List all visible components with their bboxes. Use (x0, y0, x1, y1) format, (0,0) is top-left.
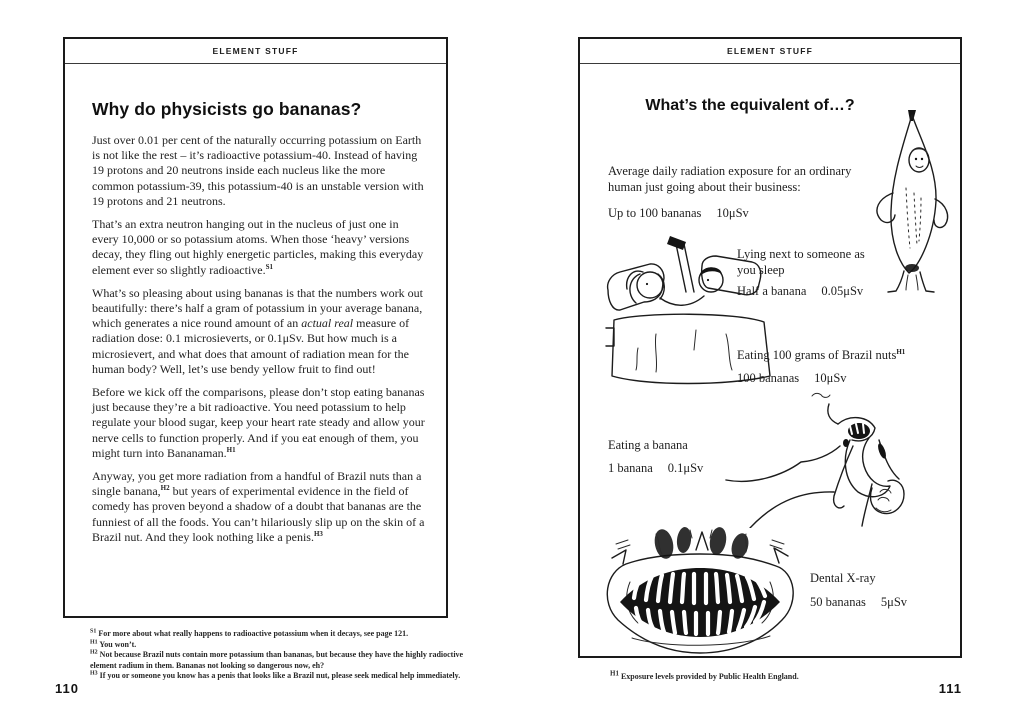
intro-text: Average daily radiation exposure for an ordinary human just going about their business: (608, 164, 852, 194)
running-head-left-text: ELEMENT STUFF (212, 46, 299, 56)
paragraph-3: What’s so pleasing about using bananas is that the numbers work out beautifully: there’s half a gram of potassium in your average banana, which generates a nice round amount of an actual real measure of radiation dose: 0.1 microsieverts, or 0.1μSv. But how much is a microsievert, and what does that amount of radiation mean for the human body? Well, let’s use bendy yellow fruit to find out! (92, 285, 423, 376)
item-lying-dose: Half a banana 0.05μSv (737, 284, 864, 298)
intro-dose (608, 205, 749, 221)
mouth-eating-banana-illustration (722, 388, 912, 528)
running-head-left (65, 39, 446, 64)
page-number-right: 111 (938, 681, 962, 696)
left-page-title: Why do physicists go bananas? (92, 99, 362, 119)
item-dental-dose: 50 bananas 5μSv (810, 595, 908, 609)
dental-xray-illustration (594, 524, 806, 662)
paragraph-1: Just over 0.01 per cent of the naturally occurring potassium on Earth is not like the rest – it’s radioactive potassium-40. Instead of having 19 protons and 20 neutrons inside each nucleus like the more common potassium-39, this potassium-40 is an unstable version with 19 protons and 21 neutrons. (92, 133, 424, 208)
item-brazil-dose: 100 bananas 10μSv (737, 371, 847, 385)
right-page-title: What’s the equivalent of…? (645, 97, 855, 114)
item-dental-label: Dental X-ray (810, 571, 876, 585)
item-brazil-label: Eating 100 grams of Brazil nuts$^{H1}$ (737, 347, 906, 362)
page-number-left: 110 (55, 681, 79, 696)
left-page-footnotes (90, 629, 468, 682)
paragraph-5: Anyway, you get more radiation from a handful of Brazil nuts than a single banana,$^{H2}$ but years of experimental evidence in the field of comedy has proven beyond a shadow of a doubt that bananas are the funniest of all the foods. You can’t hilariously slip up on the skin of a Brazil nut. And they look nothing like a penis.$^{H3}$ (92, 469, 425, 544)
footnote-h2: $^{H2}$ Not because Brazil nuts contain more potassium than bananas, but because they have the highly radioctive element radium in them. Bananas not looking so dangerous now, eh? (90, 649, 464, 670)
intro-equivalent: Up to 100 bananas (608, 206, 702, 220)
footnote-h1: $^{H1}$ You won’t. (90, 638, 137, 649)
running-head-right-text: ELEMENT STUFF (727, 46, 813, 56)
paragraph-4: Before we kick off the comparisons, please don’t stop eating bananas just because they’re a bit radioactive. You need potassium to help regulate your blood sugar, keep your heart rate steady and allow your nerve cells to function properly. And if you eat enough of them, you might turn into Bananaman.$^{H1}$ (92, 385, 425, 460)
footnote-marker-h1: H1 (226, 445, 236, 454)
item-banana-dose: 1 banana 0.1μSv (608, 461, 704, 475)
paragraph-2: That’s an extra neutron hanging out in the nucleus of just one in every 10,000 or so potassium atoms. When those ‘heavy’ versions decay, they fling out highly energetic particles, making this everyday element ever so slightly radioactive.$^{S1}$ (92, 217, 424, 277)
left-page-body (92, 133, 425, 545)
right-page (578, 37, 962, 658)
footnote-marker-s1: S1 (265, 262, 274, 271)
footnote-marker-h1-right: H1 (896, 347, 906, 356)
running-head-right (580, 39, 960, 64)
italic-phrase: actual real (301, 316, 354, 331)
intro-dose-value: 10μSv (716, 206, 749, 220)
footnote-marker-h3: H3 (313, 529, 323, 538)
item-banana-label: Eating a banana (608, 438, 688, 452)
footnote-h3: $^{H3}$ If you or someone you know has a penis that looks like a Brazil nut, please seek medical help immediately. (90, 670, 461, 681)
footnote-s1: $^{S1}$ For more about what really happens to radioactive potassium when it decays, see page 121. (90, 628, 409, 638)
right-page-footnote: $^{H1}$ Exposure levels provided by Public Health England. (610, 669, 799, 681)
left-page (63, 37, 448, 618)
footnote-marker-h2: H2 (160, 484, 170, 493)
item-lying-label: Lying next to someone as you sleep (737, 247, 865, 277)
